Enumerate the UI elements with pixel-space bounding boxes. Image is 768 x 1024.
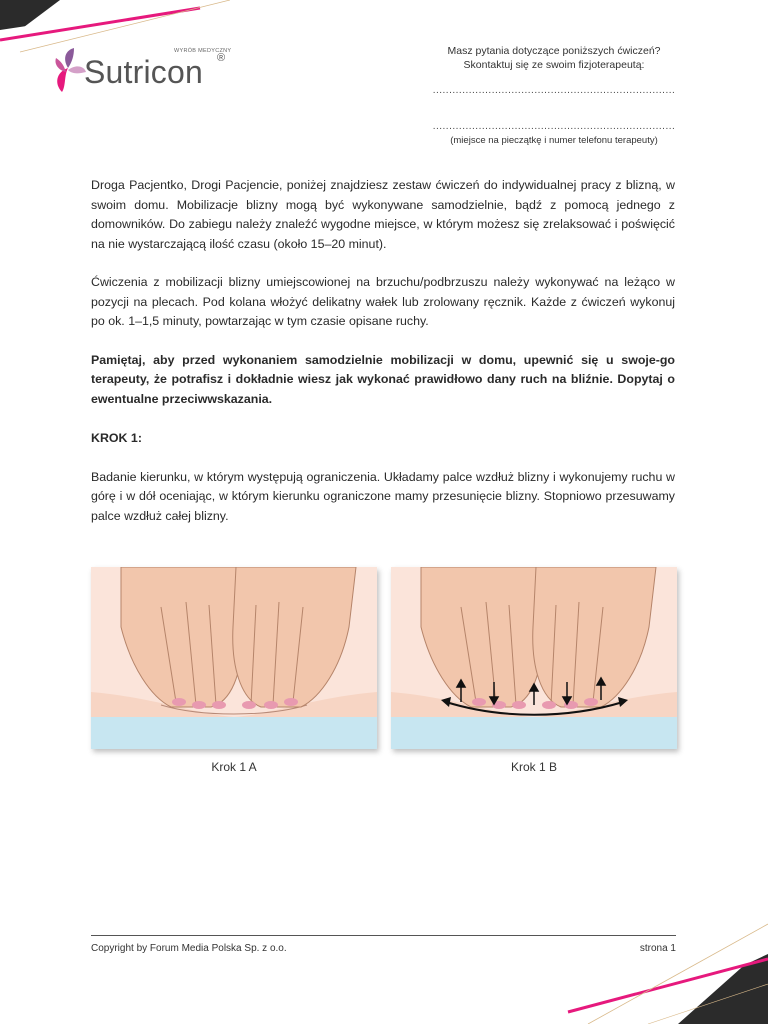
contact-line-2: Skontaktuj się ze swoim fizjoterapeutą: [463, 59, 645, 71]
contact-note: (miejsce na pieczątkę i numer telefonu terapeuty) [450, 135, 658, 146]
corner-decoration-bottom [528, 914, 768, 1024]
caption-step-1b: Krok 1 B [510, 760, 558, 774]
footer-copyright: Copyright by Forum Media Polska Sp. z o.o. [91, 943, 287, 954]
contact-box [420, 44, 688, 148]
page-number: strona 1 [639, 943, 676, 954]
caption-step-1a: Krok 1 A [211, 760, 257, 774]
flower-logo-icon [52, 46, 86, 96]
position-paragraph: Ćwiczenia z mobilizacji blizny umiejscowionej na brzuchu/podbrzuszu należy wykonywać na leżąco w pozycji na plecach. Pod kolana włożyć delikatny wałek lub zrolowany ręcznik. Każde z ćwiczeń wykonuj po ok. 1–1,5 minuty, powtarzając w tym czasie opisane ruchy. [91, 275, 675, 328]
step-heading: KROK 1: [91, 431, 142, 445]
logo-tagline: WYRÓB MEDYCZNY [174, 48, 232, 54]
hands-mobilization-arrows-illustration [391, 567, 677, 749]
contact-line-1: Masz pytania dotyczące poniższych ćwiczeń? [447, 45, 661, 57]
logo-wordmark: Sutricon [84, 54, 203, 90]
intro-paragraph: Droga Pacjentko, Drogi Pacjencie, poniżej znajdziesz zestaw ćwiczeń do indywidualnej pracy z blizną, w swoim domu. Mobilizacje blizny mogą być wykonywane samodzielnie, bądź z pomocą jednego z domowników. Do zabiegu należy znaleźć wygodne miejsce, w którym możesz się zrelaksować i poświęcić na nie wystarczającą ilość czasu (około 15–20 minut). [91, 178, 675, 251]
sutricon-logo [52, 44, 252, 100]
contact-dotted-line-2: .......................................................................... [432, 121, 676, 132]
footer-divider [91, 935, 676, 936]
main-content [91, 176, 675, 545]
step-description: Badanie kierunku, w którym występują ograniczenia. Układamy palce wzdłuż blizny i wykonujemy ruchu w górę i w dół oceniając, w którym kierunku ograniczone mamy przesunięcie blizny. Stopniowo przesuwamy palce wzdłuż całej blizny. [91, 469, 675, 523]
hands-on-scar-illustration [91, 567, 377, 749]
warning-paragraph: Pamiętaj, aby przed wykonaniem samodzielnie mobilizacji w domu, upewnić się u swoje-go terapeuty, że potrafisz i dokładnie wiesz jak wykonać prawidłowo dany ruch na bliźnie. Dopytaj o ewentualne przeciwwskazania. [91, 352, 675, 406]
figure-step-1b [391, 567, 677, 749]
contact-dotted-line-1: .......................................................................... [432, 85, 676, 96]
figure-step-1a [91, 567, 377, 749]
logo-registered: ® [217, 52, 226, 64]
